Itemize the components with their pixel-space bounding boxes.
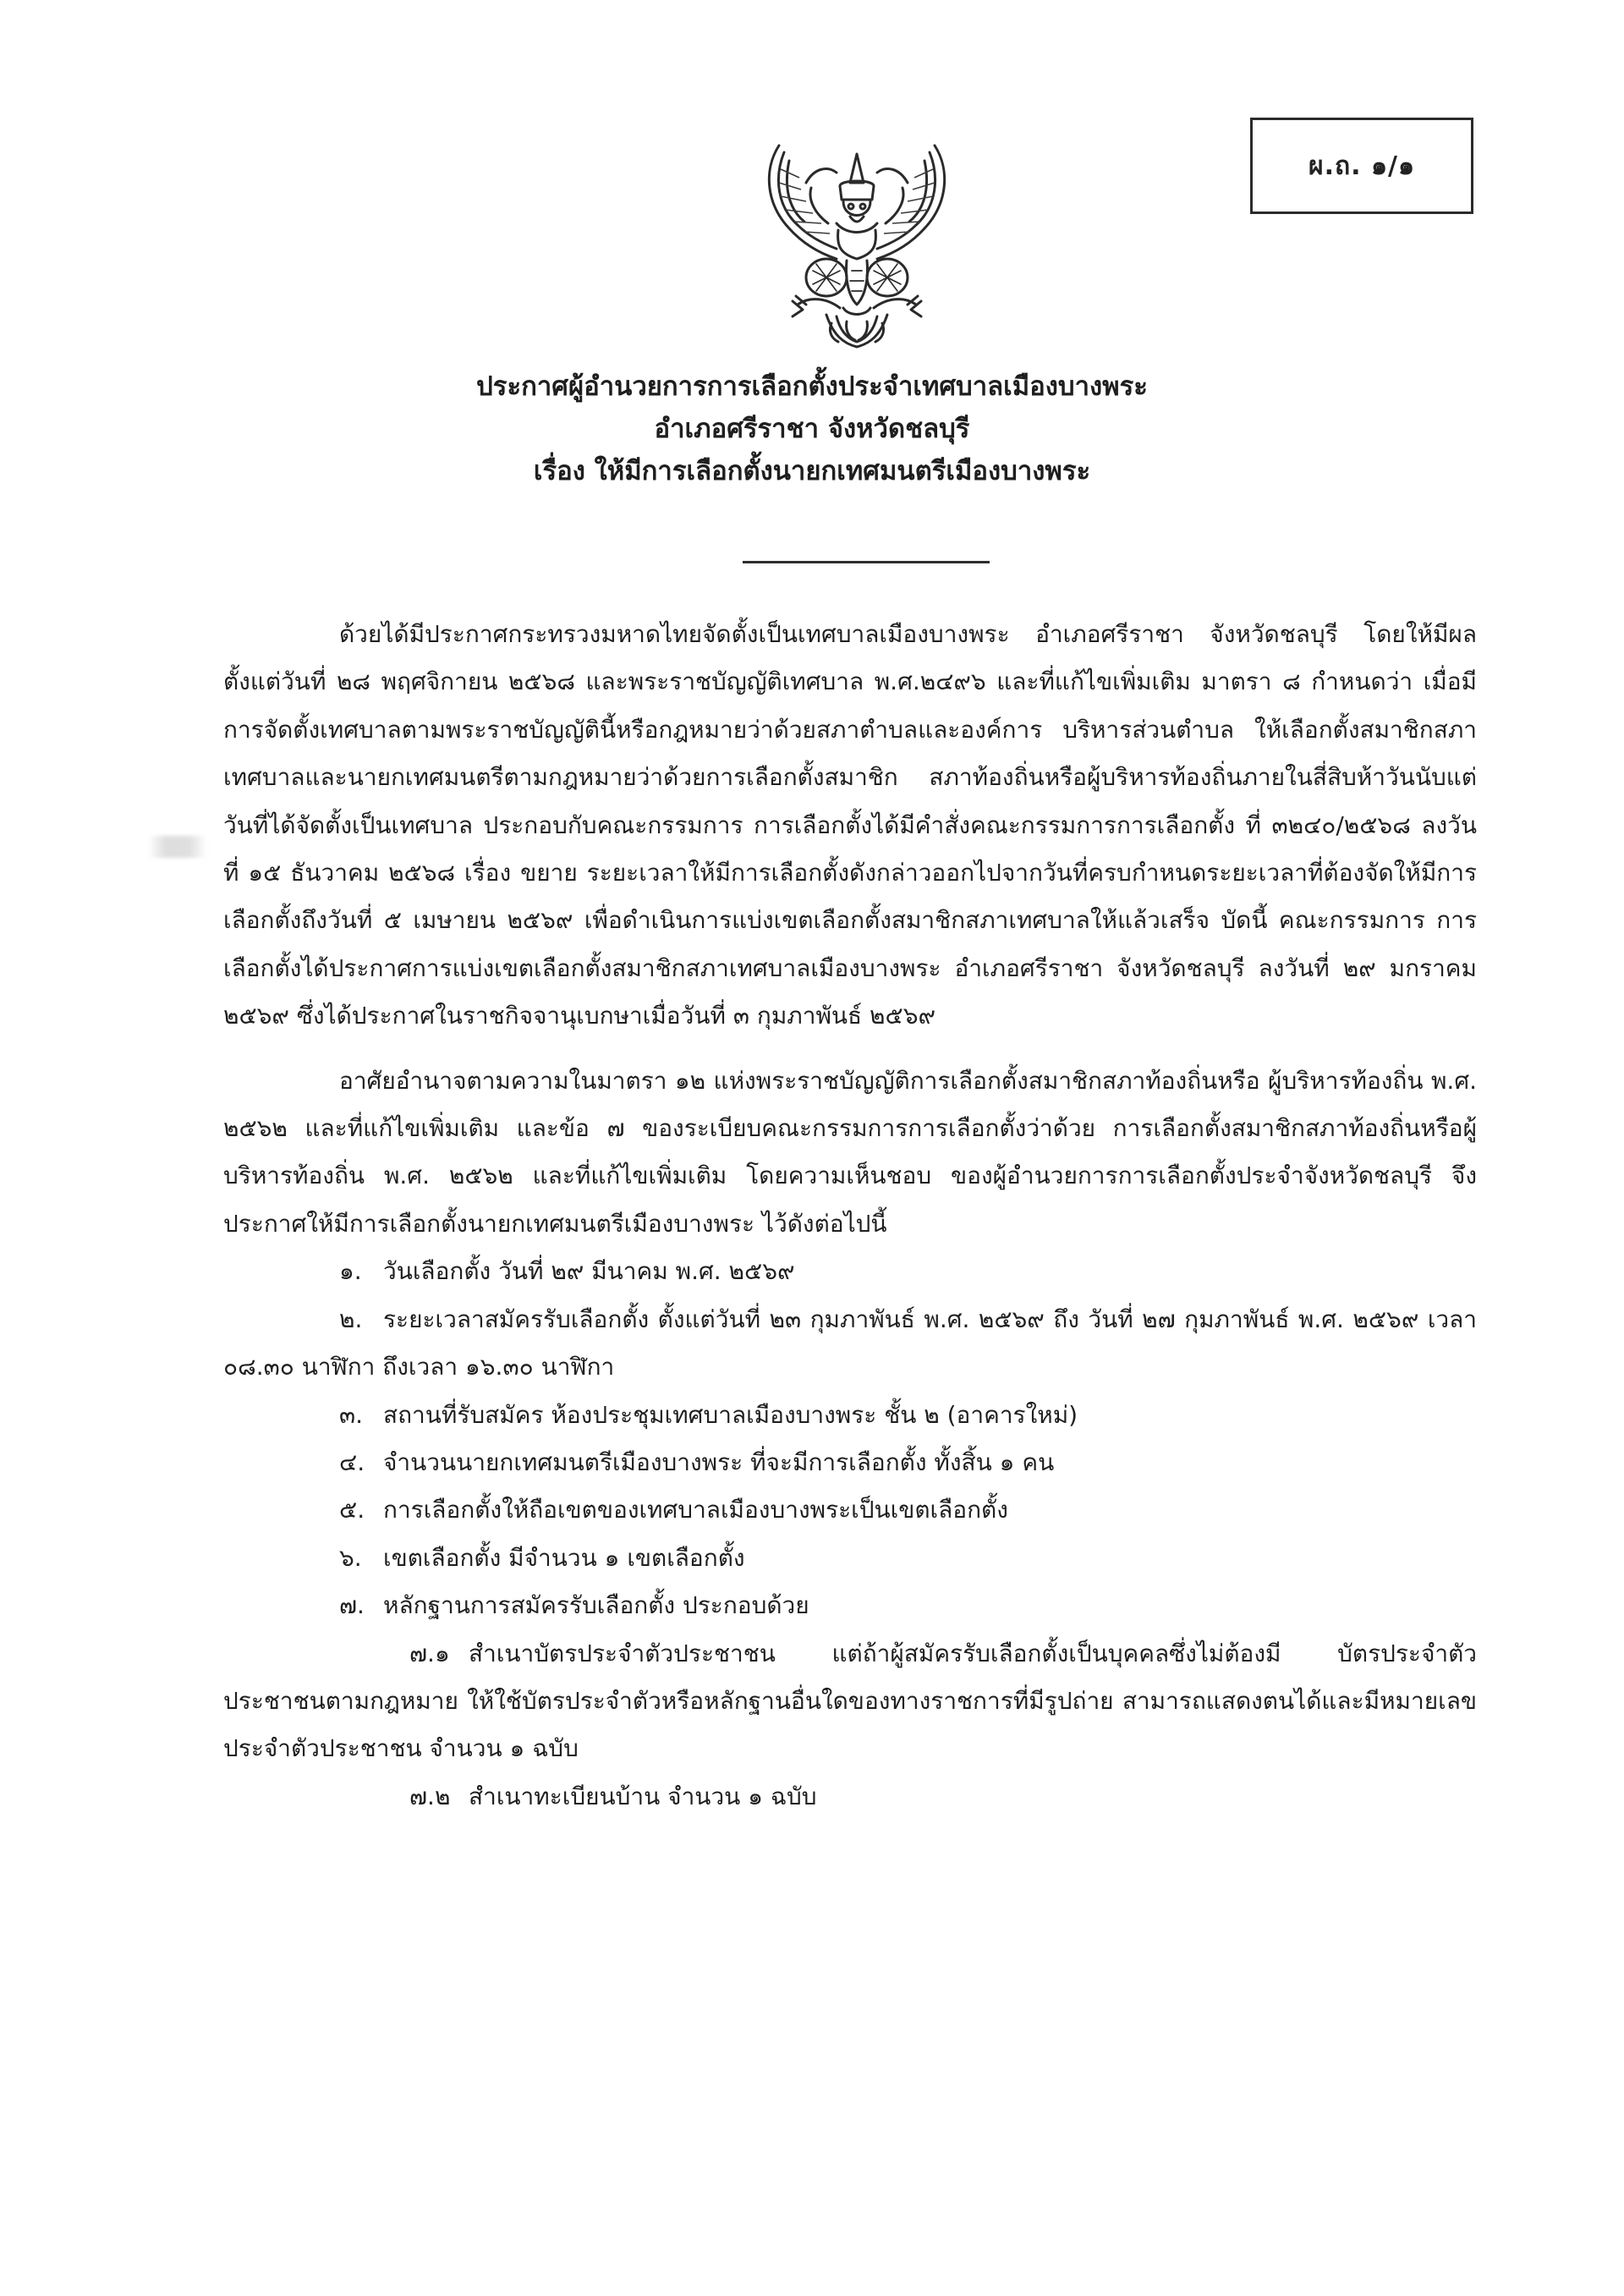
list-item-number: ๕. bbox=[339, 1496, 365, 1524]
list-item-5 bbox=[223, 1486, 1477, 1534]
list-item-number: ๓. bbox=[339, 1400, 364, 1429]
announcement-title bbox=[0, 365, 1624, 492]
title-divider bbox=[743, 561, 990, 563]
sub-item-text: สำเนาทะเบียนบ้าน จำนวน ๑ ฉบับ bbox=[469, 1782, 817, 1810]
list-item-text: การเลือกตั้งให้ถือเขตของเทศบาลเมืองบางพระเป็นเขตเลือกตั้ง bbox=[383, 1496, 1008, 1524]
list-item-text: ระยะเวลาสมัครรับเลือกตั้ง ตั้งแต่วันที่ ๒๓ กุมภาพันธ์ พ.ศ. ๒๕๖๙ ถึง วันที่ ๒๗ กุมภาพันธ์ พ.ศ. ๒๕๖๙ เวลา ๐๘.๓๐ นาฬิกา ถึงเวลา ๑๖.๓๐ นาฬิกา bbox=[223, 1305, 1477, 1381]
title-line-2: อำเภอศรีราชา จังหวัดชลบุรี bbox=[654, 414, 970, 444]
title-line-1: ประกาศผู้อำนวยการการเลือกตั้งประจำเทศบาลเมืองบางพระ bbox=[476, 371, 1148, 402]
list-item-2 bbox=[223, 1296, 1477, 1392]
body-paragraph-2: อาศัยอำนาจตามความในมาตรา ๑๒ แห่งพระราชบัญญัติการเลือกตั้งสมาชิกสภาท้องถิ่นหรือ ผู้บริหารท้องถิ่น พ.ศ. ๒๕๖๒ และที่แก้ไขเพิ่มเติม และข้อ ๗ ของระเบียบคณะกรรมการการเลือกตั้งว่าด้วย การเลือกตั้งสมาชิกสภาท้องถิ่นหรือผู้บริหารท้องถิ่น พ.ศ. ๒๕๖๒ และที่แก้ไขเพิ่มเติม โดยความเห็นชอบ ของผู้อำนวยการการเลือกตั้งประจำจังหวัดชลบุรี จึงประกาศให้มีการเลือกตั้งนายกเทศมนตรีเมืองบางพระ ไว้ดังต่อไปนี้ bbox=[223, 1066, 1477, 1238]
list-item-1 bbox=[223, 1248, 1477, 1295]
title-line-3-subject: เรื่อง ให้มีการเลือกตั้งนายกเทศมนตรีเมืองบางพระ bbox=[533, 456, 1091, 486]
sub-item-number: ๗.๑ bbox=[409, 1639, 450, 1667]
form-code: ผ.ถ. ๑/๑ bbox=[1308, 151, 1416, 181]
list-item-text: เขตเลือกตั้ง มีจำนวน ๑ เขตเลือกตั้ง bbox=[383, 1543, 745, 1572]
announcement-body bbox=[223, 611, 1477, 1821]
list-item-text: จำนวนนายกเทศมนตรีเมืองบางพระ ที่จะมีการเลือกตั้ง ทั้งสิ้น ๑ คน bbox=[383, 1447, 1055, 1476]
scan-artifact bbox=[148, 836, 207, 858]
form-code-box bbox=[1250, 118, 1473, 214]
list-item-text: สถานที่รับสมัคร ห้องประชุมเทศบาลเมืองบางพระ ชั้น ๒ (อาคารใหม่) bbox=[383, 1400, 1078, 1429]
list-item-7 bbox=[223, 1582, 1477, 1629]
list-item-text: หลักฐานการสมัครรับเลือกตั้ง ประกอบด้วย bbox=[383, 1591, 809, 1620]
list-item-number: ๔. bbox=[339, 1447, 365, 1476]
list-item-number: ๗. bbox=[339, 1591, 365, 1620]
sub-item-7-1 bbox=[223, 1630, 1477, 1773]
list-item-number: ๑. bbox=[339, 1257, 362, 1286]
sub-item-text: สำเนาบัตรประจำตัวประชาชน แต่ถ้าผู้สมัครรับเลือกตั้งเป็นบุคคลซึ่งไม่ต้องมี บัตรประจำตัวประชาชนตามกฎหมาย ให้ใช้บัตรประจำตัวหรือหลักฐานอื่นใดของทางราชการที่มีรูปถ่าย สามารถแสดงตนได้และมีหมายเลขประจำตัวประชาชน จำนวน ๑ ฉบับ bbox=[223, 1639, 1477, 1763]
garuda-emblem-icon bbox=[755, 135, 958, 351]
list-item-text: วันเลือกตั้ง วันที่ ๒๙ มีนาคม พ.ศ. ๒๕๖๙ bbox=[383, 1257, 795, 1286]
list-item-6 bbox=[223, 1535, 1477, 1582]
list-item-3 bbox=[223, 1392, 1477, 1439]
body-paragraph-1: ด้วยได้มีประกาศกระทรวงมหาดไทยจัดตั้งเป็นเทศบาลเมืองบางพระ อำเภอศรีราชา จังหวัดชลบุรี โดยให้มีผลตั้งแต่วันที่ ๒๘ พฤศจิกายน ๒๕๖๘ และพระราชบัญญัติเทศบาล พ.ศ.๒๔๙๖ และที่แก้ไขเพิ่มเติม มาตรา ๘ กำหนดว่า เมื่อมีการจัดตั้งเทศบาลตามพระราชบัญญัตินี้หรือกฎหมายว่าด้วยสภาตำบลและองค์การ บริหารส่วนตำบล ให้เลือกตั้งสมาชิกสภาเทศบาลและนายกเทศมนตรีตามกฎหมายว่าด้วยการเลือกตั้งสมาชิก สภาท้องถิ่นหรือผู้บริหารท้องถิ่นภายในสี่สิบห้าวันนับแต่วันที่ได้จัดตั้งเป็นเทศบาล ประกอบกับคณะกรรมการ การเลือกตั้งได้มีคำสั่งคณะกรรมการการเลือกตั้ง ที่ ๓๒๔๐/๒๕๖๘ ลงวันที่ ๑๕ ธันวาคม ๒๕๖๘ เรื่อง ขยาย ระยะเวลาให้มีการเลือกตั้งดังกล่าวออกไปจากวันที่ครบกำหนดระยะเวลาที่ต้องจัดให้มีการเลือกตั้งถึงวันที่ ๕ เมษายน ๒๕๖๙ เพื่อดำเนินการแบ่งเขตเลือกตั้งสมาชิกสภาเทศบาลให้แล้วเสร็จ บัดนี้ คณะกรรมการ การเลือกตั้งได้ประกาศการแบ่งเขตเลือกตั้งสมาชิกสภาเทศบาลเมืองบางพระ อำเภอศรีราชา จังหวัดชลบุรี ลงวันที่ ๒๙ มกราคม ๒๕๖๙ ซึ่งได้ประกาศในราชกิจจานุเบกษาเมื่อวันที่ ๓ กุมภาพันธ์ ๒๕๖๙ bbox=[223, 620, 1477, 1030]
sub-item-number: ๗.๒ bbox=[409, 1782, 451, 1810]
list-item-4 bbox=[223, 1439, 1477, 1486]
list-item-number: ๒. bbox=[339, 1305, 363, 1333]
list-item-number: ๖. bbox=[339, 1543, 362, 1572]
sub-item-7-2 bbox=[223, 1773, 1477, 1821]
